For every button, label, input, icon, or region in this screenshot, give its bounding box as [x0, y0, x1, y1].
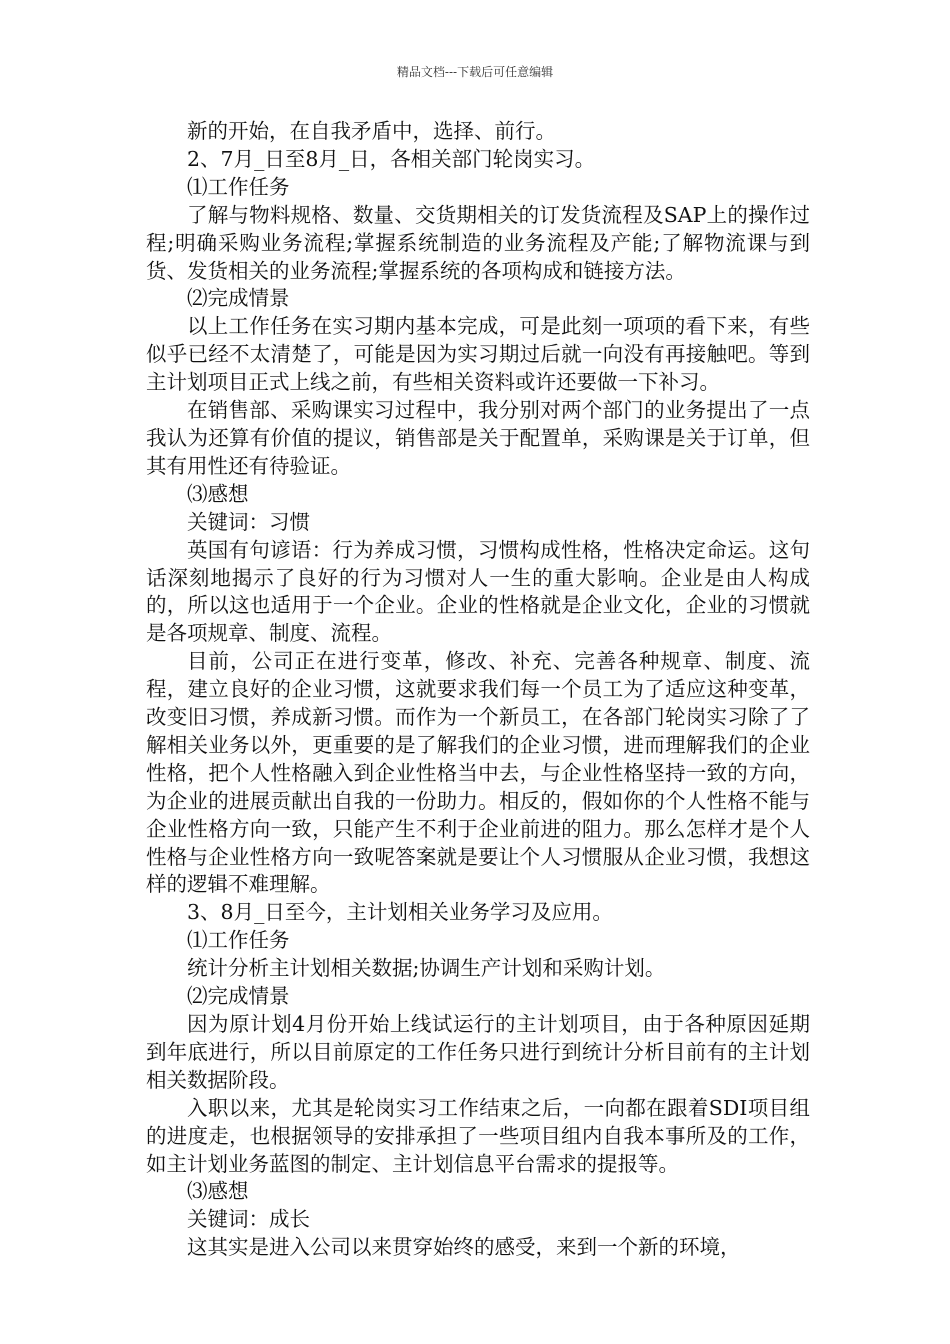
paragraph: ⑶感想: [187, 481, 249, 506]
paragraph: 英国有句谚语：行为养成习惯，习惯构成性格，性格决定命运。这句话深刻地揭示了良好的行为习惯对人一生的重大影响。企业是由人构成的，所以这也适用于一个企业。企业的性格就是企业文化，企业的习惯就是各项规章、制度、流程。: [146, 537, 810, 646]
paragraph: 关键词：习惯: [187, 509, 310, 534]
paragraph: 以上工作任务在实习期内基本完成，可是此刻一项项的看下来，有些似乎已经不太清楚了，可能是因为实习期过后就一向没有再接触吧。等到主计划项目正式上线之前，有些相关资料或许还要做一下补习。: [146, 314, 810, 395]
page-header: 精品文档---下载后可任意编辑: [396, 65, 554, 79]
paragraph: 统计分析主计划相关数据;协调生产计划和采购计划。: [187, 956, 666, 981]
paragraph: ⑴工作任务: [187, 928, 290, 953]
paragraph: 因为原计划4月份开始上线试运行的主计划项目，由于各种原因延期到年底进行，所以目前原定的工作任务只进行到统计分析目前有的主计划相关数据阶段。: [146, 1012, 810, 1092]
paragraph: 这其实是进入公司以来贯穿始终的感受，来到一个新的环境，: [187, 1235, 741, 1260]
paragraph: ⑴工作任务: [187, 174, 290, 199]
paragraph: 关键词：成长: [187, 1207, 310, 1232]
paragraph: 了解与物料规格、数量、交货期相关的订发货流程及SAP上的操作过程;明确采购业务流程;掌握系统制造的业务流程及产能;了解物流课与到货、发货相关的业务流程;掌握系统的各项构成和链接方法。: [146, 202, 810, 283]
paragraph: 新的开始，在自我矛盾中，选择、前行。: [187, 119, 556, 143]
paragraph: 3、8月_日至今，主计划相关业务学习及应用。: [187, 900, 613, 925]
document-body: [146, 118, 810, 1262]
paragraph: ⑶感想: [187, 1179, 249, 1204]
paragraph: 入职以来，尤其是轮岗实习工作结束之后，一向都在跟着SDI项目组的进度走，也根据领导的安排承担了一些项目组内自我本事所及的工作，如主计划业务蓝图的制定、主计划信息平台需求的提报等。: [146, 1095, 810, 1176]
paragraph: ⑵完成情景: [187, 984, 290, 1009]
paragraph: 在销售部、采购课实习过程中，我分别对两个部门的业务提出了一点我认为还算有价值的提议，销售部是关于配置单，采购课是关于订单，但其有用性还有待验证。: [146, 398, 810, 478]
paragraph: 2、7月_日至8月_日，各相关部门轮岗实习。: [187, 146, 596, 171]
paragraph: ⑵完成情景: [187, 286, 290, 311]
paragraph: 目前，公司正在进行变革，修改、补充、完善各种规章、制度、流程，建立良好的企业习惯，这就要求我们每一个员工为了适应这种变革，改变旧习惯，养成新习惯。而作为一个新员工，在各部门轮岗实习除了了解相关业务以外，更重要的是了解我们的企业习惯，进而理解我们的企业性格，把个人性格融入到企业性格当中去，与企业性格坚持一致的方向，为企业的进展贡献出自我的一份助力。相反的，假如你的个人性格不能与企业性格方向一致，只能产生不利于企业前进的阻力。那么怎样才是个人性格与企业性格方向一致呢答案就是要让个人习惯服从企业习惯，我想这样的逻辑不难理解。: [146, 649, 810, 897]
